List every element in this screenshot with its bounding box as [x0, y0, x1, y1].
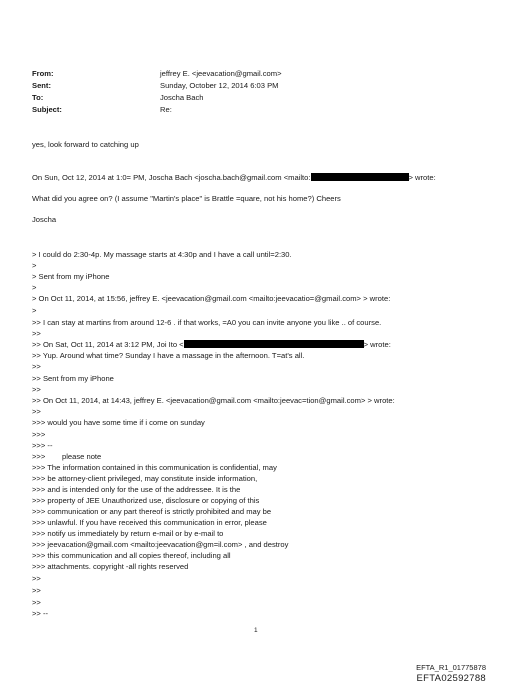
quote-line: >> --: [32, 609, 49, 618]
on-sun-line-post: > wrote:: [408, 173, 436, 182]
quote-line: >>: [32, 329, 41, 338]
quote-line: >> Yup. Around what time? Sunday I have a massage in the afternoon. T=at's all.: [32, 351, 305, 360]
quote-line: >>> would you have some time if i come on sunday: [32, 418, 205, 427]
quote-line: >>: [32, 598, 41, 607]
sent-label: Sent:: [32, 81, 51, 90]
redaction-bar: [184, 340, 364, 348]
disclaimer-line: >>> notify us immediately by return e-mail or by e-mail to: [32, 529, 224, 538]
signoff-line: Joscha: [32, 215, 57, 224]
page-number: 1: [254, 627, 258, 634]
quote-line: >>: [32, 586, 41, 595]
quote-line: >> Sent from my iPhone: [32, 374, 114, 383]
disclaimer-line: >>> this communication and all copies thereof, including all: [32, 551, 231, 560]
to-label: To:: [32, 93, 44, 102]
disclaimer-line: >>> and is intended only for the use of the addressee. It is the: [32, 485, 241, 494]
disclaimer-line: >>> attachments. copyright -all rights reserved: [32, 562, 189, 571]
reply-text: yes, look forward to catching up: [32, 140, 139, 149]
disclaimer-line: >>> The information contained in this communication is confidential, may: [32, 463, 277, 472]
quote-line: >: [32, 306, 37, 315]
from-value: jeffrey E. <jeevacation@gmail.com>: [160, 69, 282, 78]
subject-label: Subject:: [32, 105, 62, 114]
quote-line: >> On Oct 11, 2014, at 14:43, jeffrey E. <jeevacation@gmail.com <mailto:jeevac=tion@gmail.com> > wrote:: [32, 396, 395, 405]
please-note-text: please note: [62, 452, 102, 461]
joi-ito-line: [32, 340, 391, 349]
redaction-bar: [311, 173, 409, 181]
quote-line: >>>: [32, 430, 46, 439]
quote-line: >> I can stay at martins from around 12-6 . if that works, =A0 you can invite anyone you like .. of course.: [32, 318, 382, 327]
to-value: Joscha Bach: [160, 93, 204, 102]
quote-line: >>: [32, 385, 41, 394]
quote-line: >>: [32, 362, 41, 371]
quote-line: > On Oct 11, 2014, at 15:56, jeffrey E. <jeevacation@gmail.com <mailto:jeevacatio=@gmail.com> > wrote:: [32, 294, 391, 303]
joi-ito-line-pre: >> On Sat, Oct 11, 2014 at 3:12 PM, Joi Ito <: [32, 340, 184, 349]
question-line: What did you agree on? (I assume "Martin's place" is Brattle =quare, not his home?) Cheers: [32, 194, 341, 203]
disclaimer-line: >>> unlawful. If you have received this communication in error, please: [32, 518, 267, 527]
disclaimer-line: >>> communication or any part thereof is strictly prohibited and may be: [32, 507, 272, 516]
efta-ref-large: EFTA02592788: [416, 673, 486, 684]
efta-ref-small: EFTA_R1_01775878: [416, 663, 486, 672]
sent-value: Sunday, October 12, 2014 6:03 PM: [160, 81, 279, 90]
disclaimer-line: >>> property of JEE Unauthorized use, disclosure or copying of this: [32, 496, 260, 505]
quote-line: >: [32, 261, 37, 270]
quote-line: >>: [32, 574, 41, 583]
quote-line: > Sent from my iPhone: [32, 272, 110, 281]
joi-ito-line-post: > wrote:: [363, 340, 391, 349]
on-sun-line: [32, 173, 436, 182]
quote-line: > I could do 2:30-4p. My massage starts at 4:30p and I have a call until=2:30.: [32, 250, 292, 259]
disclaimer-line: >>> jeevacation@gmail.com <mailto:jeevacation@gm=il.com> , and destroy: [32, 540, 289, 549]
quote-line: >: [32, 283, 37, 292]
subject-value: Re:: [160, 105, 172, 114]
on-sun-line-pre: On Sun, Oct 12, 2014 at 1:0= PM, Joscha Bach <joscha.bach@gmail.com <mailto:: [32, 173, 311, 182]
quote-line: >>: [32, 407, 41, 416]
quote-prefix: >>>: [32, 452, 46, 461]
from-label: From:: [32, 69, 54, 78]
disclaimer-line: >>> be attorney-client privileged, may constitute inside information,: [32, 474, 258, 483]
quote-line: >>> --: [32, 441, 53, 450]
